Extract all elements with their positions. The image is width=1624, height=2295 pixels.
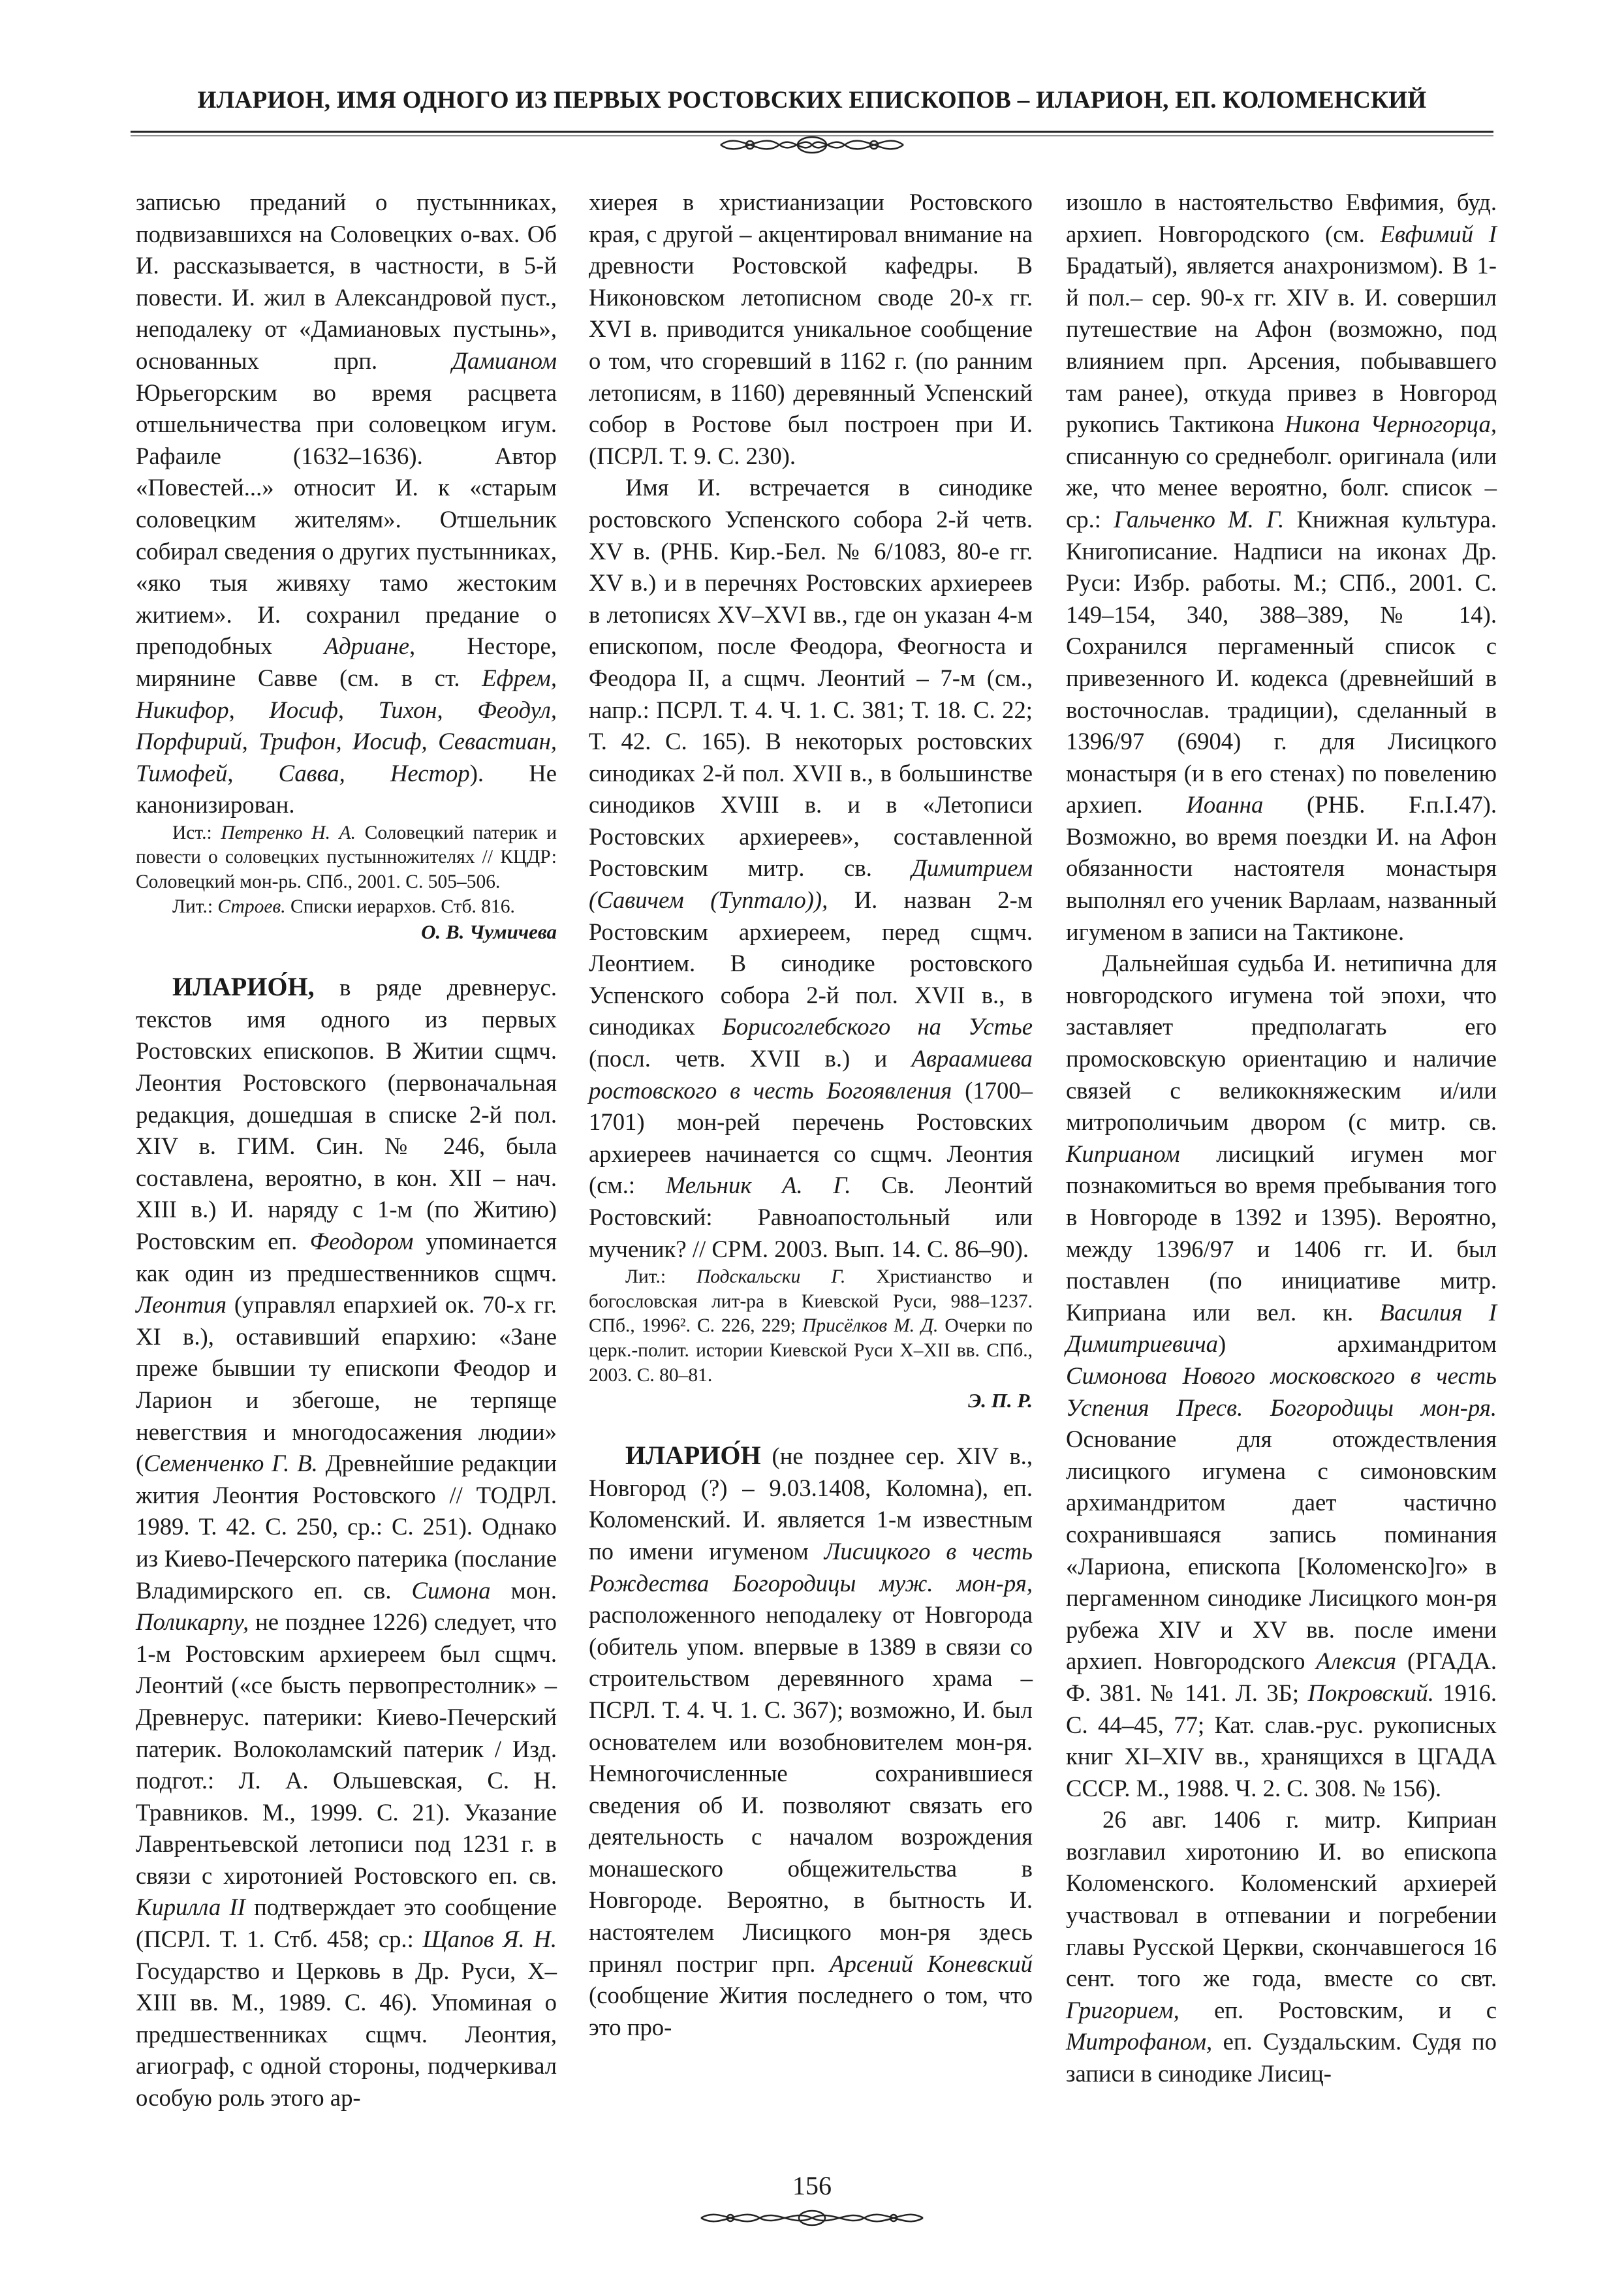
page-number: 156 — [792, 2171, 832, 2200]
paragraph: изошло в настоятельство Евфимия, буд. архиеп. Новгородского (см. Евфимий I Брадатый), является анахронизмом). В 1-й пол.– сер. 90-х гг. XIV в. И. совершил путешествие на Афон (возможно, под влиянием прп. Арсения, побывавшего там ранее), откуда привез в Новгород рукопись Тактикона Никона Черногорца, списанную со среднеболг. оригинала (или же, что менее вероятно, болг. список – ср.: Гальченко М. Г. Книжная культура. Книгописание. Надписи на иконах Др. Руси: Избр. работы. М.; СПб., 2001. С. 149–154, 340, 388–389, № 14). Сохранился пергаменный список с привезенного И. кодекса (древнейший в восточнослав. традиции), сделанный в 1396/97 (6904) г. для Лисицкого монастыря (и в его стенах) по повелению архиеп. Иоанна (РНБ. F.п.I.47). Возможно, во время поездки И. на Афон обязанности настоятеля монастыря выполнял его ученик Варлаам, названный игуменом в записи на Тактиконе. — [1066, 189, 1497, 945]
column-1 — [136, 187, 557, 2114]
article-author: Э. П. Р. — [968, 1389, 1033, 1413]
sources-note: Ист.: Петренко Н. А. Соловецкий патерик и повести о соловецких пустынножителях // КЦДР: Соловецкий мон-рь. СПб., 2001. С. 505–506. — [136, 822, 557, 893]
article-author: О. В. Чумичева — [421, 920, 557, 944]
header-ornament — [131, 125, 1493, 164]
page-footer — [681, 2170, 943, 2242]
paragraph: записью преданий о пустынниках, подвизавшихся на Соловецких о-вах. Об И. рассказывается, в частности, в 5-й повести. И. жил в Александровой пуст., неподалеку от «Дамиановых пустынь», основанных прп. Дамианом Юрьегорским во время расцвета отшельничества при соловецком игум. Рафаиле (1632–1636). Автор «Повестей...» относит И. к «старым соловецким жителям». Отшельник собирал сведения о других пустынниках, «яко тыя живяху тамо жестоким житием». И. сохранил предание о преподобных Адриане, Несторе, мирянине Савве (см. в ст. Ефрем, Никифор, Иосиф, Тихон, Феодул, Порфирий, Трифон, Иосиф, Севастиан, Тимофей, Савва, Нестор). Не канонизирован. — [136, 189, 557, 819]
column-3 — [1066, 187, 1497, 2090]
literature-note: Лит.: Строев. Списки иерархов. Стб. 816. — [172, 896, 515, 917]
entry-headword: ИЛАРИО́Н — [625, 1441, 761, 1471]
running-head: ИЛАРИОН, ИМЯ ОДНОГО ИЗ ПЕРВЫХ РОСТОВСКИХ ЕПИСКОПОВ – ИЛАРИОН, ЕП. КОЛОМЕНСКИЙ — [197, 87, 1427, 114]
column-2 — [589, 187, 1033, 2043]
paragraph: Дальнейшая судьба И. нетипична для новгородского игумена той эпохи, что заставляет предполагать его промосковскую ориентацию и наличие связей с великокняжеским и/или митрополичьим двором (с митр. св. Киприаном лисицкий игумен мог познакомиться во время пребывания того в Новгороде в 1392 и 1395). Вероятно, между 1396/97 и 1406 гг. И. был поставлен (по инициативе митр. Киприана или вел. кн. Василия I Димитриевича) архимандритом Симонова Нового московского в честь Успения Пресв. Богородицы мон-ря. Основание для отождествления лисицкого игумена с симоновским архимандритом дает частично сохранившаяся запись поминания «Лариона, епископа [Коломенско]го» в пергаменном синодике Лисицкого мон-ря рубежа XIV и XV вв. после имени архиеп. Новгородского Алексия (РГАДА. Ф. 381. № 141. Л. 3Б; Покровский. 1916. С. 44–45, 77; Кат. слав.-рус. рукописных книг XI–XIV вв., хранящихся в ЦГАДА СССР. М., 1988. Ч. 2. С. 308. № 156). — [1066, 950, 1497, 1802]
paragraph: хиерея в христианизации Ростовского края, с другой – акцентировал внимание на древности Ростовской кафедры. В Никоновском летописном своде 20-х гг. XVI в. приводится уникальное сообщение о том, что сгоревший в 1162 г. (по ранним летописям, в 1160) деревянный Успенский собор в Ростове был построен при И. (ПСРЛ. Т. 9. С. 230). — [589, 189, 1033, 469]
entry-headword: ИЛАРИО́Н, — [172, 972, 315, 1002]
entry-ilarion-rostov: ИЛАРИО́Н, в ряде древнерус. текстов имя одного из первых Ростовских епископов. В Житии сщмч. Леонтия Ростовского (первоначальная редакция, дошедшая в списке 2-й пол. XIV в. ГИМ. Син. № 246, была составлена, вероятно, в кон. XII – нач. XIII в.) И. наряду с 1-м (по Житию) Ростовским еп. Феодором упоминается как один из предшественников сщмч. Леонтия (управлял епархией ок. 70-х гг. XI в.), оставивший епархию: «Зане преже бывшии ту епископи Феодор и Ларион и збегоше, не терпяще невегствия и многодосажения людии» (Семенченко Г. В. Древнейшие редакции жития Леонтия Ростовского // ТОДРЛ. 1989. Т. 42. С. 250, ср.: С. 251). Однако из Киево-Печерского патерика (послание Владимирского еп. св. Симона мон. Поликарпу, не позднее 1226) следует, что 1-м Ростовским архиереем был сщмч. Леонтий («се бысть первопрестолник» – Древнерус. патерики: Киево-Печерский патерик. Волоколамский патерик / Изд. подгот.: Л. А. Ольшевская, С. Н. Травников. М., 1999. С. 21). Указание Лаврентьевской летописи под 1231 г. в связи с хиротонией Ростовского еп. св. Кирилла II подтверждает это сообщение (ПСРЛ. Т. 1. Стб. 458; ср.: Щапов Я. Н. Государство и Церковь в Др. Руси, X–XIII вв. М., 1989. С. 46). Упоминая о предшественниках сщмч. Леонтия, агиограф, с одной стороны, подчеркивал особую роль этого ар- — [136, 972, 557, 2112]
footer-ornament — [681, 2202, 943, 2234]
paragraph: Имя И. встречается в синодике ростовского Успенского собора 2-й четв. XV в. (РНБ. Кир.-Бел. № 6/1083, 80-е гг. XV в.) и в перечнях Ростовских архиереев в летописях XV–XVI вв., где он указан 4-м епископом, после Феодора, Феогноста и Феодора II, а сщмч. Леонтий – 7-м (см., напр.: ПСРЛ. Т. 4. Ч. 1. С. 381; Т. 18. С. 22; Т. 42. С. 165). В некоторых ростовских синодиках 2-й пол. XVII в., в большинстве синодиков XVIII в. и в «Летописи Ростовских архиереев», составленной Ростовским митр. св. Димитрием (Савичем (Туптало)), И. назван 2-м Ростовским архиереем, перед сщмч. Леонтием. В синодике ростовского Успенского собора 2-й пол. XVII в., в синодиках Борисоглебского на Устье (посл. четв. XVII в.) и Авраамиева ростовского в честь Богоявления (1700–1701) мон-рей перечень Ростовских архиереев начинается со сщмч. Леонтия (см.: Мельник А. Г. Св. Леонтий Ростовский: Равноапостольный или мученик? // СРМ. 2003. Вып. 14. С. 86–90). — [589, 474, 1033, 1262]
paragraph: 26 авг. 1406 г. митр. Киприан возглавил хиротонию И. во епископа Коломенского. Коломенский архиерей участвовал в отпевании и погребении главы Русской Церкви, скончавшегося 16 сент. того же года, вместе со свт. Григорием, еп. Ростовским, и с Митрофаном, еп. Суздальским. Судя по записи в синодике Лисиц- — [1066, 1806, 1497, 2087]
literature-note: Лит.: Подскальски Г. Христианство и богословская лит-ра в Киевской Руси, 988–1237. СПб., 1996². С. 226, 229; Присёлков М. Д. Очерки по церк.-полит. истории Киевской Руси X–XII вв. СПб., 2003. С. 80–81. — [589, 1266, 1033, 1386]
entry-ilarion-kolomna: ИЛАРИО́Н (не позднее сер. XIV в., Новгород (?) – 9.03.1408, Коломна), еп. Коломенский. И. является 1-м известным по имени игуменом Лисицкого в честь Рождества Богородицы муж. мон-ря, расположенного неподалеку от Новгорода (обитель упом. впервые в 1389 в связи со строительством деревянного храма – ПСРЛ. Т. 4. Ч. 1. С. 367); возможно, И. был основателем или возобновителем мон-ря. Немногочисленные сохранившиеся сведения об И. позволяют связать его деятельность с началом возрождения монашеского общежительства в Новгороде. Вероятно, в бытность И. настоятелем Лисицкого мон-ря здесь принял постриг прп. Арсений Коневский (сообщение Жития последнего о том, что это про- — [589, 1441, 1033, 2040]
